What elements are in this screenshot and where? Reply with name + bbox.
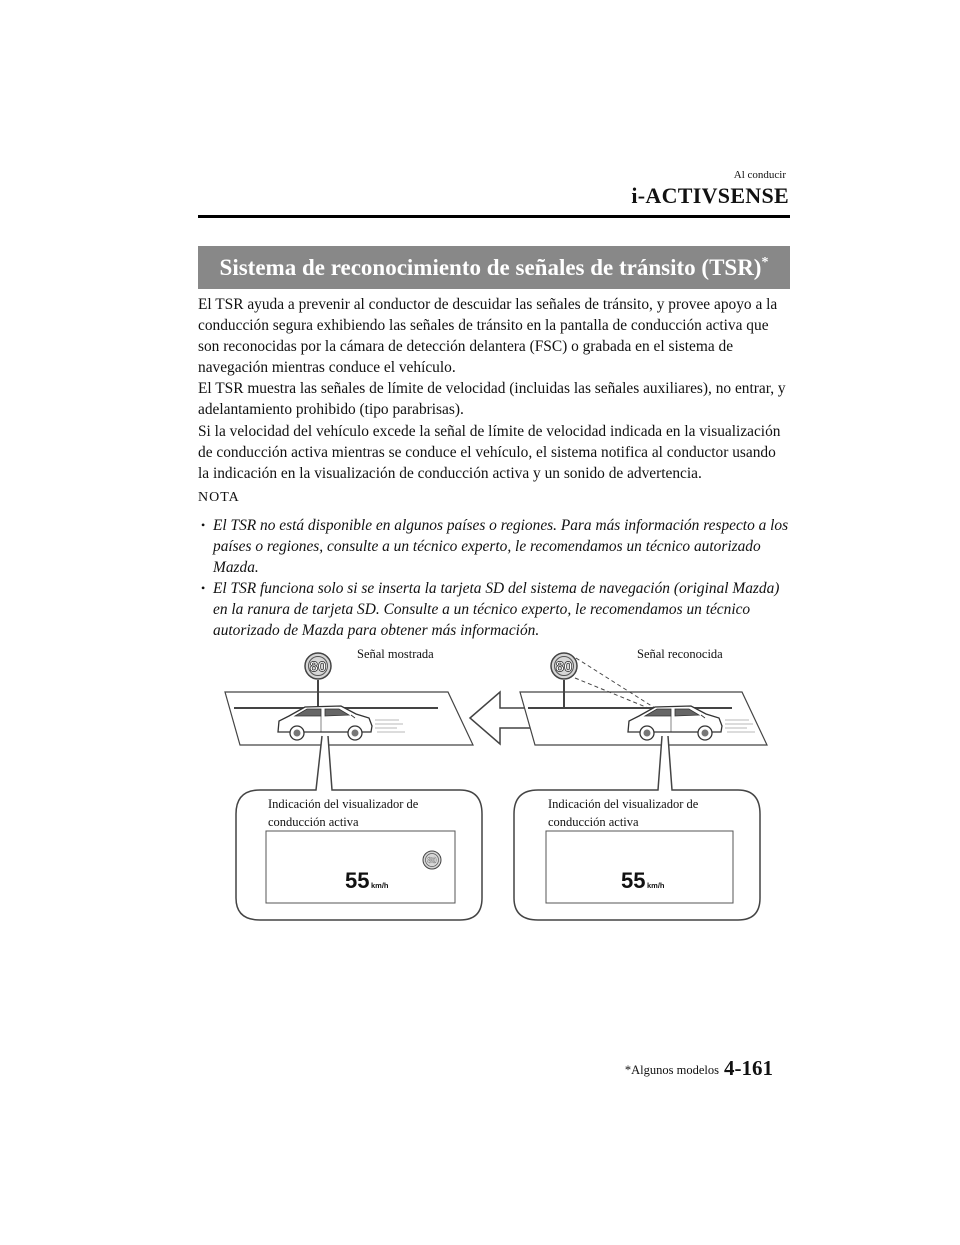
speed-sign-left xyxy=(305,653,331,679)
speed-value-left: 55 xyxy=(345,868,370,893)
display-label-left-line1: Indicación del visualizador de xyxy=(268,797,419,811)
tsr-diagram xyxy=(220,640,780,925)
speed-sign-right xyxy=(551,653,577,679)
note-item xyxy=(198,515,790,578)
section-banner xyxy=(198,246,790,289)
note-item-text: El TSR funciona solo si se inserta la tarjeta SD del sistema de navegación (original Mazda) en la ranura de tarjeta SD. Consulte a un técnico experto, le recomendamos un técnico autorizado de Mazda para obtener más información. xyxy=(213,580,780,640)
display-label-left-line2: conducción activa xyxy=(268,815,359,829)
note-item xyxy=(198,578,790,641)
display-sign-value: 80 xyxy=(427,856,437,865)
bullet-icon: • xyxy=(201,518,206,532)
speed-value-right: 55 xyxy=(621,868,646,893)
section-title xyxy=(220,255,769,281)
footer-note: *Algunos modelos xyxy=(624,1063,719,1077)
body-paragraph: El TSR muestra las señales de límite de velocidad (incluidas las señales auxiliares), no entrar, y adelantamiento prohibido (tipo parabrisas). xyxy=(198,380,786,419)
optional-equipment-mark: * xyxy=(761,254,769,270)
sign-value-left: 80 xyxy=(309,658,327,676)
section-title-text: Sistema de reconocimiento de señales de tránsito (TSR) xyxy=(219,254,762,280)
speed-unit-right: km/h xyxy=(647,881,665,890)
note-heading: NOTA xyxy=(198,490,240,505)
bullet-icon: • xyxy=(201,581,206,596)
left-sign-label: Señal mostrada xyxy=(357,647,434,661)
body-paragraph: Si la velocidad del vehículo excede la señal de límite de velocidad indicada en la visualización de conducción activa mientras se conduce el vehículo, el sistema notifica al conductor usando la indicación en la visualización de conducción activa y un sonido de advertencia. xyxy=(198,422,781,482)
page-number: 4-161 xyxy=(724,1056,773,1080)
display-label-right-line2: conducción activa xyxy=(548,815,639,829)
note-item-text: El TSR no está disponible en algunos países o regiones. Para más información respecto a los países o regiones, consulte a un técnico experto, le recomendamos un técnico autorizado Mazda. xyxy=(213,517,789,577)
speed-unit-left: km/h xyxy=(371,881,389,890)
body-text xyxy=(198,294,790,484)
sign-value-right: 80 xyxy=(555,658,573,676)
display-label-right-line1: Indicación del visualizador de xyxy=(548,797,699,811)
running-header-chapter: i-ACTIVSENSE xyxy=(631,183,789,208)
display-sign-icon xyxy=(423,851,441,869)
note-list xyxy=(198,515,790,642)
running-header-section: Al conducir xyxy=(733,169,786,181)
right-sign-label: Señal reconocida xyxy=(637,647,723,661)
body-paragraph: El TSR ayuda a prevenir al conductor de descuidar las señales de tránsito, y provee apoyo a la conducción segura exhibiendo las señales de tránsito en la pantalla de conducción activa que son reconocidas por la cámara de detección delantera (FSC) o grabada en el sistema de navegación mientras conduce el vehículo. xyxy=(198,296,778,377)
header-rule xyxy=(198,215,790,218)
